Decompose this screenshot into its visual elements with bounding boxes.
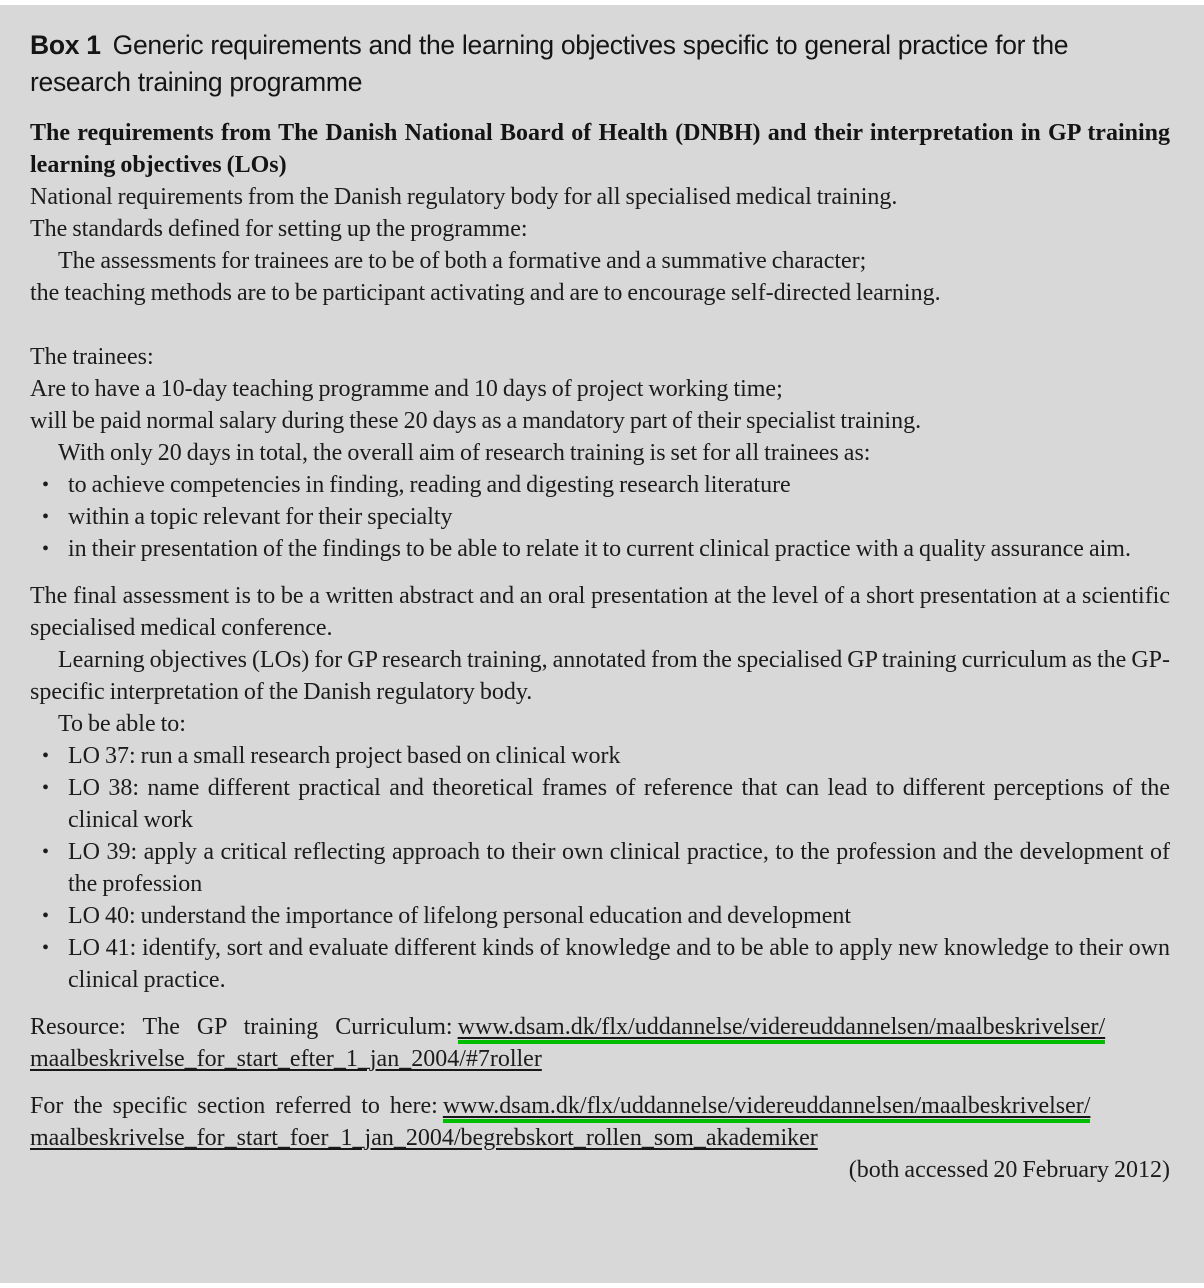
lo-bullet-row: [30, 772, 1170, 836]
standards-line: The standards defined for setting up the programme:: [30, 216, 528, 242]
box-label: Box 1: [30, 30, 101, 60]
aim-bullet-row: [30, 501, 1170, 533]
bullet-icon: •: [42, 538, 50, 560]
lo-bullet-text: LO 37: run a small research project based on clinical work: [68, 743, 621, 769]
bullet-icon: •: [42, 905, 50, 927]
specific-section-paragraph: [30, 1090, 1170, 1154]
requirements-heading: The requirements from The Danish National Board of Health (DNBH) and their interpretation in GP training learning objectives (LOs): [30, 120, 1170, 178]
to-be-able-line: To be able to:: [58, 711, 186, 737]
bullet-icon: •: [42, 506, 50, 528]
box1-panel: [0, 5, 1204, 1283]
lo-bullet-text: LO 41: identify, sort and evaluate different kinds of knowledge and to be able to apply new knowledge to their own clinical practice.: [68, 935, 1170, 993]
bullet-icon: •: [42, 474, 50, 496]
specific-section-url-link[interactable]: maalbeskrivelse_for_start_foer_1_jan_2004/begrebskort_rollen_som_akademiker: [30, 1125, 818, 1151]
aim-bullet-row: [30, 533, 1170, 565]
specific-section-prefix: For the specific section referred to here:: [30, 1093, 438, 1119]
lo-bullet-text: LO 40: understand the importance of lifelong personal education and development: [68, 903, 852, 929]
lo-intro-paragraph: Learning objectives (LOs) for GP research training, annotated from the specialised GP training curriculum as the GP-specific interpretation of the Danish regulatory body.: [30, 647, 1170, 705]
aim-bullet-text: to achieve competencies in finding, reading and digesting research literature: [68, 472, 791, 498]
bullet-icon: •: [42, 745, 50, 767]
box-title-text: Generic requirements and the learning objectives specific to general practice for the research training programme: [30, 30, 1069, 97]
resource-paragraph: [30, 1011, 1170, 1075]
final-assessment-paragraph: The final assessment is to be a written abstract and an oral presentation at the level of a short presentation at a scientific specialised medical conference.: [30, 583, 1170, 641]
teaching-methods-line: the teaching methods are to be participant activating and are to encourage self-directed learning.: [30, 280, 941, 306]
assessments-line: The assessments for trainees are to be of both a formative and a summative character;: [58, 248, 867, 274]
national-requirements-line: National requirements from the Danish regulatory body for all specialised medical training.: [30, 184, 898, 210]
trainees-label: The trainees:: [30, 344, 154, 370]
accessed-note: (both accessed 20 February 2012): [848, 1157, 1170, 1183]
lo-bullet-row: [30, 932, 1170, 996]
trainees-line2: will be paid normal salary during these 20 days as a mandatory part of their specialist training.: [30, 408, 922, 434]
trainees-line1: Are to have a 10-day teaching programme and 10 days of project working time;: [30, 376, 783, 402]
aim-bullet-row: [30, 469, 1170, 501]
resource-url-link[interactable]: maalbeskrivelse_for_start_efter_1_jan_2004/#7roller: [30, 1046, 542, 1072]
lo-bullet-row: [30, 900, 1170, 932]
lo-bullet-row: [30, 836, 1170, 900]
specific-section-url-link[interactable]: www.dsam.dk/flx/uddannelse/videreuddannelsen/maalbeskrivelser/: [443, 1093, 1091, 1123]
bullet-icon: •: [42, 841, 50, 863]
aim-bullet-text: in their presentation of the findings to be able to relate it to current clinical practice with a quality assurance aim.: [68, 536, 1131, 562]
overall-aim-line: With only 20 days in total, the overall aim of research training is set for all trainees as:: [58, 440, 871, 466]
lo-bullet-text: LO 39: apply a critical reflecting approach to their own clinical practice, to the profession and the development of the profession: [68, 839, 1170, 897]
resource-prefix: Resource: The GP training Curriculum:: [30, 1014, 453, 1040]
resource-url-link[interactable]: www.dsam.dk/flx/uddannelse/videreuddannelsen/maalbeskrivelser/: [458, 1014, 1106, 1044]
bullet-icon: •: [42, 937, 50, 959]
lo-bullet-list: [30, 740, 1170, 996]
lo-bullet-row: [30, 740, 1170, 772]
bullet-icon: •: [42, 777, 50, 799]
aim-bullet-text: within a topic relevant for their specialty: [68, 504, 453, 530]
box-title: [30, 27, 1170, 101]
aim-bullet-list: [30, 469, 1170, 565]
lo-bullet-text: LO 38: name different practical and theoretical frames of reference that can lead to different perceptions of the clinical work: [68, 775, 1170, 833]
